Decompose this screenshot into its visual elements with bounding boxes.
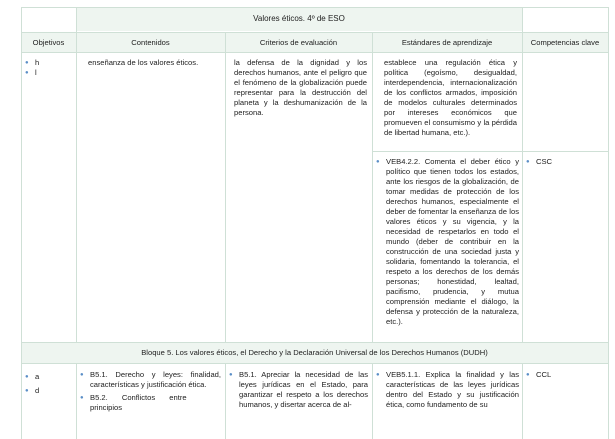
rule <box>76 7 77 342</box>
bullet-icon: ● <box>526 159 530 165</box>
row1-criterios: la defensa de la dignidad y los derechos humanos, ante el peligro que el fenómeno de la globalización puede representar para la destrucción del planeta y la deshumanización de la persona. <box>234 58 367 117</box>
table-title: Valores éticos. 4º de ESO <box>253 14 345 23</box>
rule <box>372 363 373 439</box>
bullet-icon: ● <box>80 395 84 401</box>
rule <box>21 52 608 53</box>
rule <box>76 363 77 439</box>
rule <box>522 363 523 439</box>
bullet-icon: ● <box>229 372 233 378</box>
block5-title: Bloque 5. Los valores éticos, el Derecho y la Declaración Universal de los Derechos Humanos (DUDH) <box>141 348 488 357</box>
list-item: ● B5.2. Conflictos entre principios <box>80 393 187 412</box>
row2-estandar <box>376 370 519 410</box>
rule <box>21 7 608 8</box>
row1-contenidos: enseñanza de los valores éticos. <box>88 58 199 67</box>
header-contenidos: Contenidos <box>131 38 170 47</box>
row2-competencia <box>526 370 604 380</box>
row2-contenidos <box>80 370 221 413</box>
rule <box>372 151 608 152</box>
rule <box>608 7 609 439</box>
bullet-icon: ● <box>25 60 29 66</box>
row2-criterios <box>229 370 368 410</box>
rule <box>225 32 226 342</box>
list-item: ● VEB4.2.2. Comenta el deber ético y político que tienen todos los estados, ante los riesgos de la globalización, de tomar medidas de protección de los derechos humanos, especialmente el deber de fomentar la enseñanza de los valores éticos y su vigencia, y la necesidad de respetarlos en todo el mundo (deber de contribuir en la construcción de una sociedad justa y solidaria, fomentando la tolerancia, el respeto a los derechos de los demás personas; honestidad, lealtad, pacifismo, prudencia, y mutua comprensión mediante el diálogo, la defensa y protección de la naturaleza, etc.). <box>376 157 519 326</box>
list-item: ● CSC <box>526 157 553 166</box>
bullet-icon: ● <box>526 372 530 378</box>
rule <box>21 363 608 364</box>
row1-estandar-b <box>376 157 519 327</box>
row1-competencia-b <box>526 157 604 167</box>
header-criterios: Criterios de evaluación <box>259 38 338 47</box>
list-item: ● CCL <box>526 370 552 379</box>
list-item: ● h <box>25 58 40 67</box>
header-competencias: Competencias clave <box>530 38 600 47</box>
list-item: ● B5.1. Derecho y leyes: finalidad, características y justificación ética. <box>80 370 221 389</box>
list-item: ● VEB5.1.1. Explica la finalidad y las características de las leyes jurídicas dentro del Estado y su justificación ética, como fundamento de su <box>376 370 519 409</box>
bullet-icon: ● <box>80 372 84 378</box>
row1-objetivos <box>25 58 73 78</box>
header-estandares: Estándares de aprendizaje <box>401 38 493 47</box>
rule <box>225 363 226 439</box>
row2-objetivos <box>25 370 73 398</box>
bullet-icon: ● <box>376 372 380 378</box>
list-item: ● B5.1. Apreciar la necesidad de las leyes jurídicas en el Estado, para garantizar el respeto a los derechos humanos, y disertar acerca de al- <box>229 370 368 409</box>
bullet-icon: ● <box>25 374 29 380</box>
row1-estandar-a: establece una regulación ética y política (egoísmo, desigualdad, interdependencia, internacionalización de los conflictos armados, imposición de modelos culturales determinados por intereses económicos que promueven el consumismo y la pérdida de libertad humana, etc.). <box>384 58 517 137</box>
bullet-icon: ● <box>25 388 29 394</box>
list-item: ● d <box>25 384 73 398</box>
rule <box>522 7 523 342</box>
list-item: ● l <box>25 68 37 77</box>
header-objetivos: Objetivos <box>32 38 65 47</box>
bullet-icon: ● <box>25 70 29 76</box>
bullet-icon: ● <box>376 159 380 165</box>
list-item: ● a <box>25 370 73 384</box>
rule <box>372 32 373 342</box>
rule <box>21 32 608 33</box>
rule <box>21 342 608 343</box>
rule <box>21 7 22 439</box>
